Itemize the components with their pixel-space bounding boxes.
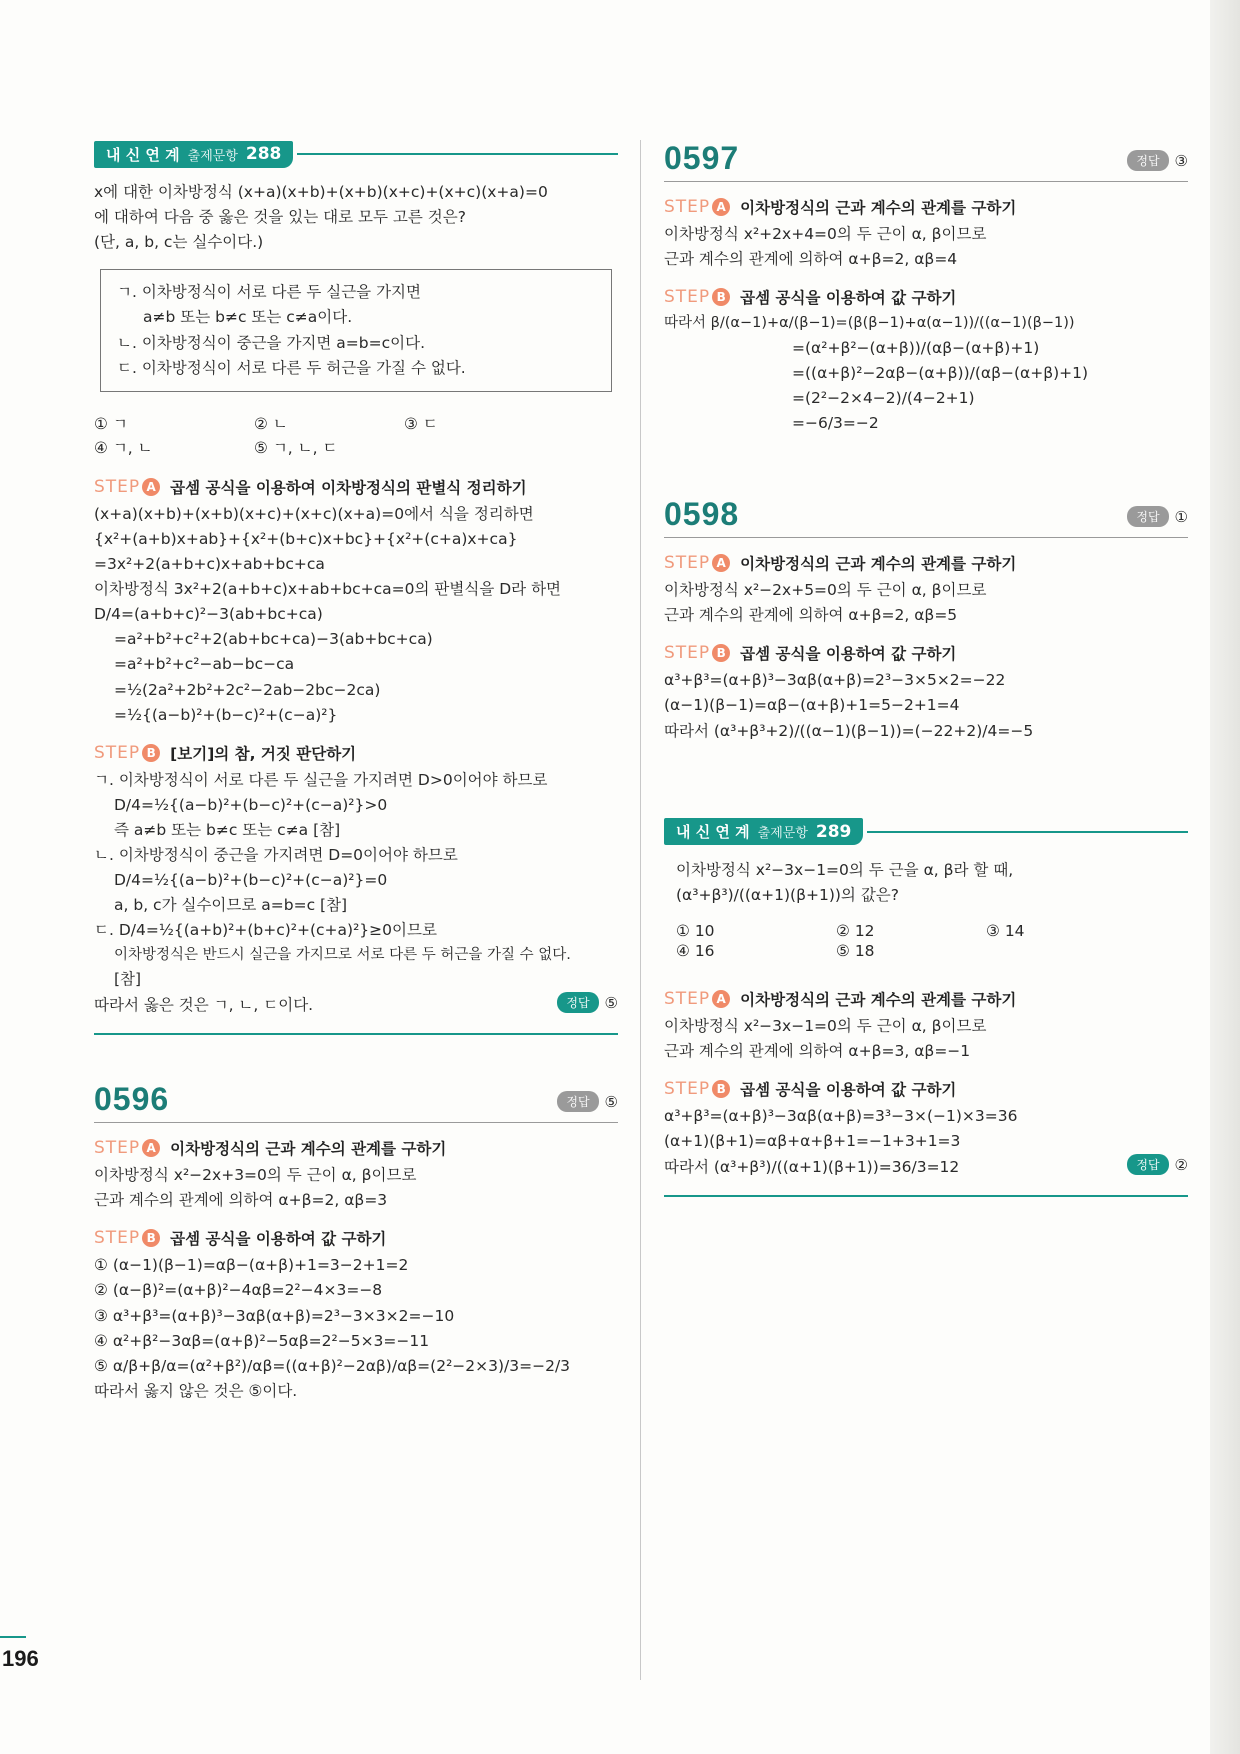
conclusion-row: [664, 1154, 1188, 1181]
section-end-rule: [94, 1033, 618, 1035]
naesin-tag-number: 288: [245, 144, 282, 164]
solution-line: D/4=(a+b+c)²−3(ab+bc+ca): [94, 605, 323, 624]
choice-2: ② ㄴ: [254, 414, 288, 433]
page-number: 196: [2, 1646, 39, 1671]
step-title: 곱셈 공식을 이용하여 값 구하기: [170, 1230, 387, 1249]
choice-1: ① 10: [676, 921, 715, 940]
solution-line: 근과 계수의 관계에 의하여 α+β=3, αβ=−1: [664, 1042, 971, 1061]
solution-line: =½(2a²+2b²+2c²−2ab−2bc−2ca): [114, 680, 381, 699]
naesin-289-header: [664, 818, 1188, 846]
answer-value: ⑤: [604, 993, 618, 1012]
problem-header: [94, 1081, 618, 1123]
solution-line: ③ α³+β³=(α+β)³−3αβ(α+β)=2³−3×3×2=−10: [94, 1306, 455, 1325]
step-label: STEP: [664, 643, 711, 664]
solution-line: 이차방정식 x²+2x+4=0의 두 근이 α, β이므로: [664, 225, 987, 243]
answer-marker: [557, 992, 618, 1019]
step-letter-badge: B: [142, 744, 160, 762]
step-label: STEP: [94, 1138, 141, 1159]
solution-line: [참]: [114, 970, 142, 988]
right-column: [664, 140, 1188, 1197]
solution-line: α³+β³=(α+β)³−3αβ(α+β)=2³−3×5×2=−22: [664, 671, 1006, 690]
naesin-rule: [867, 831, 1188, 833]
step-a-header: [94, 1137, 618, 1159]
answer-marker: [1127, 150, 1188, 177]
solution-line: ㄴ. 이차방정식이 중근을 가지려면 D=0이어야 하므로: [94, 846, 458, 865]
step-title: 이차방정식의 근과 계수의 관계를 구하기: [740, 555, 1017, 574]
step-b-header: [664, 1078, 1188, 1100]
answer-marker: [1127, 1154, 1188, 1181]
solution-line: =−6/3=−2: [792, 414, 879, 433]
naesin-tag: [664, 818, 863, 845]
step-letter-badge: B: [142, 1229, 160, 1247]
bogi-box: [100, 269, 612, 391]
question-line: x에 대한 이차방정식 (x+a)(x+b)+(x+b)(x+c)+(x+c)(x+a)=0: [94, 183, 548, 201]
step-letter-badge: B: [712, 1080, 730, 1098]
step-label: STEP: [94, 1228, 141, 1249]
left-column: [94, 140, 618, 1404]
solution-line: {x²+(a+b)x+ab}+{x²+(b+c)x+bc}+{x²+(c+a)x+ca}: [94, 529, 518, 548]
answer-value: ①: [1174, 507, 1188, 526]
step-b-header: [664, 286, 1188, 308]
naesin-289-section: [664, 818, 1188, 1198]
step-label: STEP: [664, 287, 711, 308]
solution-line: 근과 계수의 관계에 의하여 α+β=2, αβ=4: [664, 250, 958, 269]
problem-0597: [664, 140, 1188, 436]
question-line: (단, a, b, c는 실수이다.): [94, 233, 264, 252]
bogi-item: ㄴ. 이차방정식이 중근을 가지면 a=b=c이다.: [117, 333, 425, 352]
choice-4: ④ ㄱ, ㄴ: [94, 438, 153, 457]
solution-line: 근과 계수의 관계에 의하여 α+β=2, αβ=5: [664, 606, 958, 625]
solution-line: ④ α²+β²−3αβ=(α+β)²−5αβ=2²−5×3=−11: [94, 1331, 430, 1350]
step-letter-badge: A: [712, 198, 730, 216]
choice-3: ③ ㄷ: [404, 414, 438, 433]
step-a-header: [664, 552, 1188, 574]
solution-line: =(2²−2×4−2)/(4−2+1): [792, 388, 975, 407]
conclusion-row: [94, 992, 618, 1019]
step-label: STEP: [94, 476, 141, 497]
answer-marker: [557, 1091, 618, 1118]
solution-line: 따라서 옳지 않은 것은 ⑤이다.: [94, 1381, 298, 1400]
step-title: 곱셈 공식을 이용하여 값 구하기: [740, 1081, 957, 1100]
solution-line: 이차방정식은 반드시 실근을 가지므로 서로 다른 두 허근을 가질 수 없다.: [114, 946, 571, 963]
solution-line: =3x²+2(a+b+c)x+ab+bc+ca: [94, 554, 325, 573]
choice-4: ④ 16: [676, 941, 715, 960]
bogi-item: ㄱ. 이차방정식이 서로 다른 두 실근을 가지면: [117, 283, 422, 302]
problem-0596: [94, 1081, 618, 1404]
answer-badge: 정답: [1127, 506, 1168, 527]
answer-value: ⑤: [604, 1092, 618, 1111]
naesin-tag: [94, 141, 293, 168]
step-a-header: [664, 988, 1188, 1010]
step-b-header: [94, 1227, 618, 1249]
step-label: STEP: [664, 1079, 711, 1100]
solution-line: a, b, c가 실수이므로 a=b=c [참]: [114, 896, 348, 915]
choice-2: ② 12: [836, 921, 875, 940]
problem-number: 0598: [664, 496, 740, 533]
problem-number: 0597: [664, 140, 740, 176]
step-letter-badge: B: [712, 644, 730, 662]
answer-badge: 정답: [1127, 1154, 1168, 1175]
naesin-rule: [297, 153, 618, 155]
solution-line: (x+a)(x+b)+(x+b)(x+c)+(x+c)(x+a)=0에서 식을 정리하면: [94, 504, 534, 523]
step-letter-badge: A: [712, 990, 730, 1008]
column-divider: [640, 140, 641, 1680]
step-title: 곱셈 공식을 이용하여 값 구하기: [740, 645, 957, 664]
naesin-tag-sub: 출제문항: [187, 148, 238, 164]
question-line: 이차방정식 x²−3x−1=0의 두 근을 α, β라 할 때,: [676, 860, 1014, 879]
choice-1: ① ㄱ: [94, 414, 128, 433]
solution-line: α³+β³=(α+β)³−3αβ(α+β)=3³−3×(−1)×3=36: [664, 1107, 1018, 1126]
solution-line: =a²+b²+c²−ab−bc−ca: [114, 655, 295, 674]
step-b-header: [664, 642, 1188, 664]
step-title: 이차방정식의 근과 계수의 관계를 구하기: [170, 1140, 447, 1159]
solution-line: 따라서 (α³+β³+2)/((α−1)(β−1))=(−22+2)/4=−5: [664, 721, 1034, 740]
solution-line: 즉 a≠b 또는 b≠c 또는 c≠a [참]: [114, 820, 341, 839]
solution-line: ② (α−β)²=(α+β)²−4αβ=2²−4×3=−8: [94, 1281, 383, 1300]
conclusion-line: 따라서 (α³+β³)/((α+1)(β+1))=36/3=12: [664, 1158, 960, 1177]
choice-5: ⑤ ㄱ, ㄴ, ㄷ: [254, 438, 338, 457]
answer-marker: [1127, 506, 1188, 533]
naesin-tag-sub: 출제문항: [757, 826, 808, 842]
solution-line: 이차방정식 x²−3x−1=0의 두 근이 α, β이므로: [664, 1016, 987, 1035]
step-title: [보기]의 참, 거짓 판단하기: [170, 744, 357, 763]
step-title: 이차방정식의 근과 계수의 관계를 구하기: [740, 990, 1017, 1009]
choice-3: ③ 14: [986, 921, 1025, 940]
solution-line: 근과 계수의 관계에 의하여 α+β=2, αβ=3: [94, 1191, 388, 1210]
naesin-tag-main: 내 신 연 계: [676, 823, 750, 842]
problem-number: 0596: [94, 1081, 170, 1118]
step-title: 곱셈 공식을 이용하여 이차방정식의 판별식 정리하기: [170, 478, 527, 497]
page-number-tick: [0, 1636, 26, 1638]
answer-value: ②: [1174, 1155, 1188, 1174]
naesin-tag-number: 289: [815, 821, 852, 842]
question-line: 에 대하여 다음 중 옳은 것을 있는 대로 모두 고른 것은?: [94, 208, 466, 227]
solution-line: =a²+b²+c²+2(ab+bc+ca)−3(ab+bc+ca): [114, 630, 433, 649]
solution-line: D/4=½{(a−b)²+(b−c)²+(c−a)²}>0: [114, 795, 388, 814]
answer-badge: 정답: [557, 1091, 598, 1112]
problem-header: [664, 496, 1188, 538]
answer-choices: [94, 412, 618, 458]
solution-line: (α−1)(β−1)=αβ−(α+β)+1=5−2+1=4: [664, 696, 960, 715]
step-b-header: [94, 742, 618, 764]
solution-line: ㄷ. D/4=½{(a+b)²+(b+c)²+(c+a)²}≥0이므로: [94, 921, 437, 940]
step-letter-badge: B: [712, 288, 730, 306]
solution-line: 이차방정식 3x²+2(a+b+c)x+ab+bc+ca=0의 판별식을 D라 하면: [94, 580, 562, 599]
solution-line: =(α²+β²−(α+β))/(αβ−(α+β)+1): [792, 338, 1040, 357]
step-label: STEP: [664, 553, 711, 574]
choice-5: ⑤ 18: [836, 941, 875, 960]
step-letter-badge: A: [142, 1139, 160, 1157]
step-a-header: [94, 476, 618, 498]
answer-value: ③: [1174, 151, 1188, 170]
step-letter-badge: A: [142, 478, 160, 496]
problem-0598: [664, 496, 1188, 744]
solution-line: 따라서 β/(α−1)+α/(β−1)=(β(β−1)+α(α−1))/((α−1)(β−1)): [664, 315, 1075, 332]
naesin-288-header: [94, 140, 618, 168]
solution-line: 이차방정식 x²−2x+5=0의 두 근이 α, β이므로: [664, 581, 987, 600]
step-label: STEP: [94, 742, 141, 763]
answer-badge: 정답: [557, 992, 598, 1013]
solution-line: ㄱ. 이차방정식이 서로 다른 두 실근을 가지려면 D>0이어야 하므로: [94, 770, 548, 789]
solution-line: 이차방정식 x²−2x+3=0의 두 근이 α, β이므로: [94, 1166, 417, 1185]
step-title: 곱셈 공식을 이용하여 값 구하기: [740, 289, 957, 308]
solution-line: ⑤ α/β+β/α=(α²+β²)/αβ=((α+β)²−2αβ)/αβ=(2²−2×3)/3=−2/3: [94, 1356, 571, 1375]
solution-line: (α+1)(β+1)=αβ+α+β+1=−1+3+1=3: [664, 1132, 961, 1151]
step-label: STEP: [664, 988, 711, 1009]
step-letter-badge: A: [712, 554, 730, 572]
answer-badge: 정답: [1127, 150, 1168, 171]
solution-line: ① (α−1)(β−1)=αβ−(α+β)+1=3−2+1=2: [94, 1256, 409, 1275]
problem-header: [664, 140, 1188, 182]
question-line: (α³+β³)/((α+1)(β+1))의 값은?: [676, 885, 900, 904]
section-end-rule: [664, 1195, 1188, 1197]
bogi-item: a≠b 또는 b≠c 또는 c≠a이다.: [143, 308, 353, 327]
step-title: 이차방정식의 근과 계수의 관계를 구하기: [740, 199, 1017, 217]
naesin-288-section: [94, 140, 618, 1035]
answer-choices: [664, 922, 1188, 960]
solution-line: =½{(a−b)²+(b−c)²+(c−a)²}: [114, 705, 338, 724]
step-label: STEP: [664, 197, 711, 217]
conclusion-line: 따라서 옳은 것은 ㄱ, ㄴ, ㄷ이다.: [94, 996, 314, 1015]
step-a-header: [664, 196, 1188, 218]
solution-line: D/4=½{(a−b)²+(b−c)²+(c−a)²}=0: [114, 871, 388, 890]
solution-line: =((α+β)²−2αβ−(α+β))/(αβ−(α+β)+1): [792, 363, 1089, 382]
naesin-tag-main: 내 신 연 계: [106, 145, 180, 164]
page-edge-shadow: [1210, 0, 1240, 1754]
bogi-item: ㄷ. 이차방정식이 서로 다른 두 허근을 가질 수 없다.: [117, 358, 466, 377]
